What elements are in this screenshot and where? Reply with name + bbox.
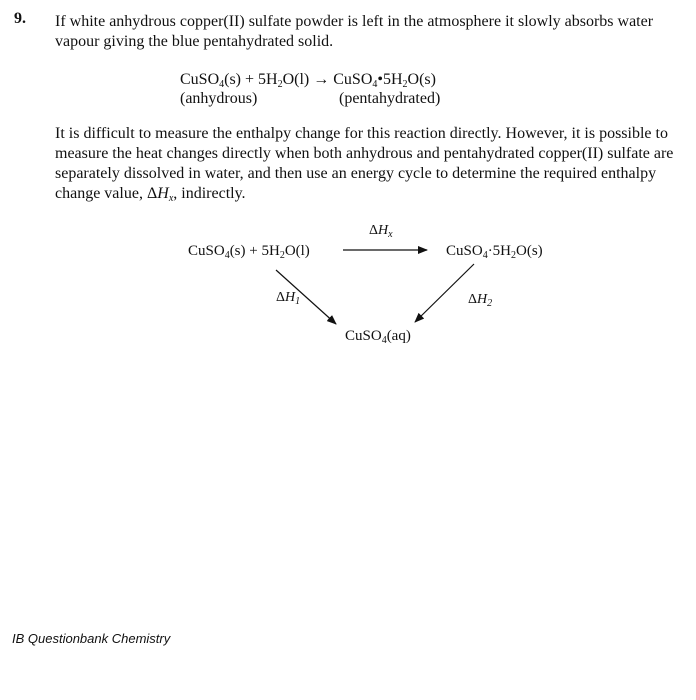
arrow-delta-h-1 [276,270,336,324]
intro-line-1: If white anhydrous copper(II) sulfate powder is left in the atmosphere it slowly absorbs water [55,13,654,30]
paragraph-line-3: separately dissolved in water, and then use an energy cycle to determine the required enthalpy [55,165,657,182]
cycle-products: $CuSO_4\cdot 5H_2O(s)$ [446,243,543,261]
paragraph-line-2: measure the heat changes directly when both anhydrous and pentahydrated copper(II) sulfate are [55,145,674,162]
delta-h-2-label: $\Delta H_2$ [468,292,493,309]
label-pentahydrated: (pentahydrated) [339,90,441,107]
question-number: 9. [14,10,26,27]
cycle-aqueous: CuSO$_4$(aq) [345,328,411,346]
cycle-reactants: CuSO$_4$(s) + $5H_2O(l)$ [188,243,310,261]
intro-line-2: vapour giving the blue pentahydrated solid. [55,33,334,50]
delta-h-1-label: $\Delta H_1$ [276,290,301,307]
source-footer: IB Questionbank Chemistry [12,631,171,646]
paragraph-line-1: It is difficult to measure the enthalpy change for this reaction directly. However, it is possible to [55,125,668,142]
delta-h-x-label: $\Delta H_x$ [369,223,393,240]
label-anhydrous: (anhydrous) [180,90,258,107]
arrow-delta-h-2 [415,264,474,322]
paragraph-line-4: change value, $\Delta H_x$, indirectly. [55,185,246,204]
reaction-equation: CuSO$_4$(s) + $5H_2O(l)$ → $CuSO_4•5H_2O(s)$ [180,71,436,90]
